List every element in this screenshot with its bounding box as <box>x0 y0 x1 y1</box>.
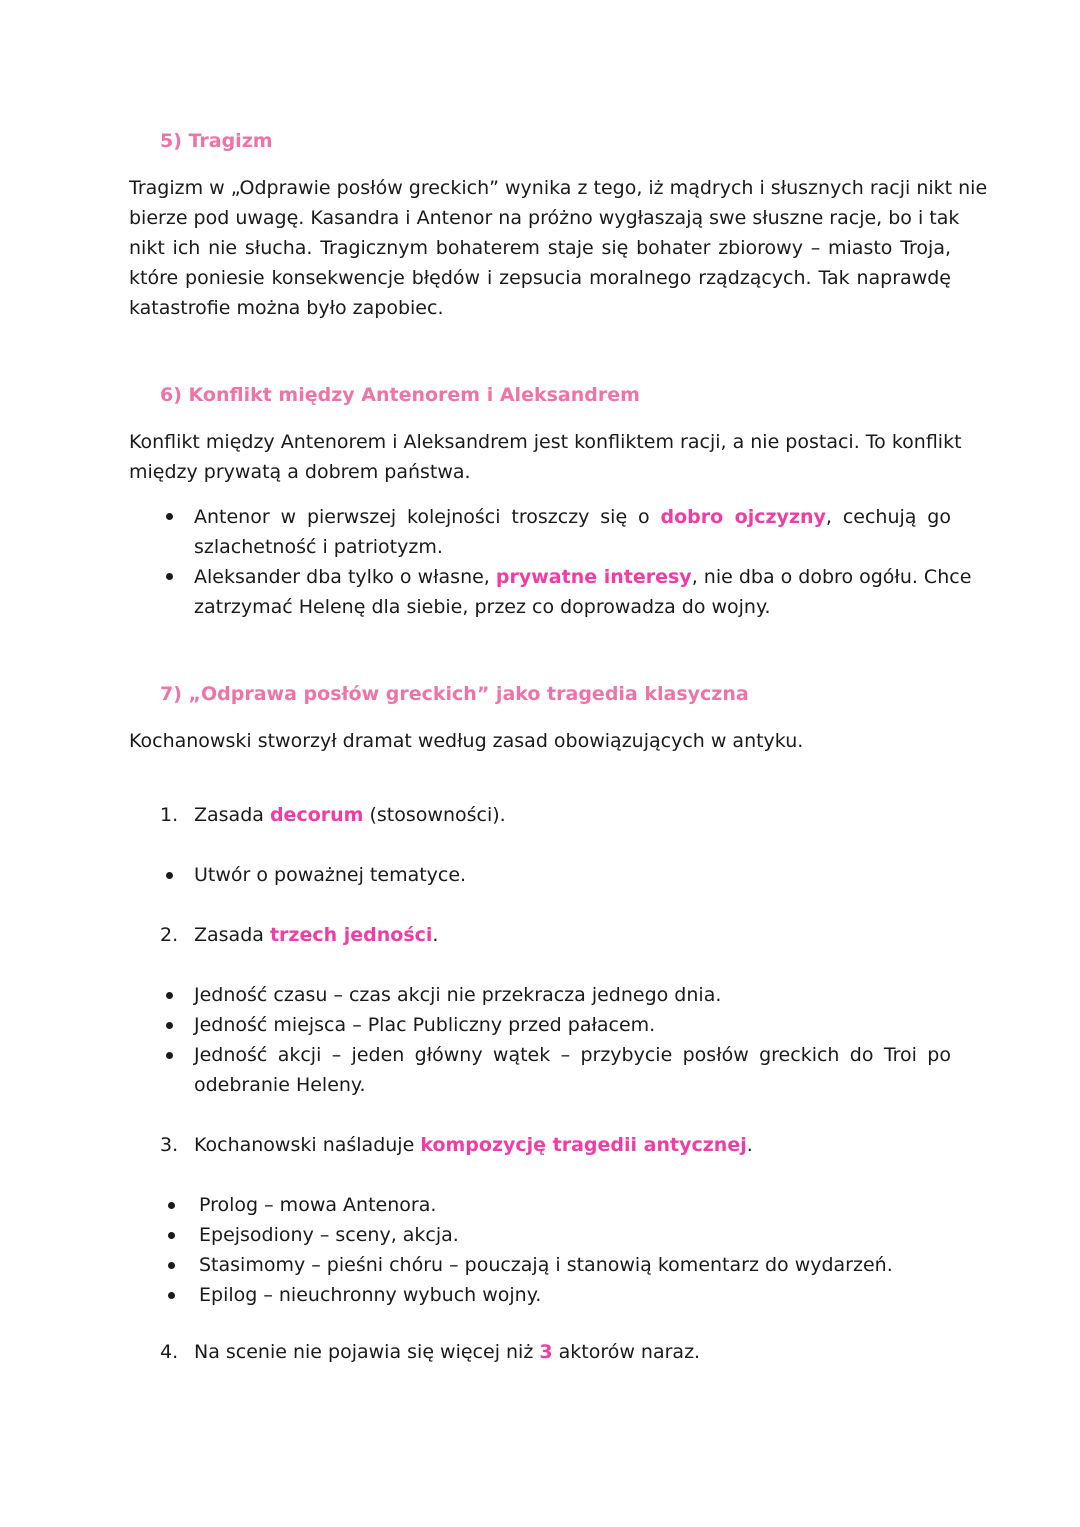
list-item: Utwór o poważnej tematyce. <box>194 864 467 886</box>
item-text: Kochanowski naśladuje <box>194 1134 421 1156</box>
list-item: Prolog – mowa Antenora. <box>199 1194 437 1216</box>
highlight-trzech-jednosci: trzech jedności <box>269 924 433 946</box>
paragraph-konflikt <box>129 427 962 487</box>
list-item-text: , nie dba o dobro ogółu. Chce <box>691 566 972 588</box>
list-item: Epilog – nieuchronny wybuch wojny. <box>199 1284 542 1306</box>
list-item-text: Jedność akcji – jeden główny wątek – przybycie posłów greckich do Troi po <box>194 1044 951 1066</box>
list-number: 1. <box>160 804 179 826</box>
list-number: 3. <box>160 1134 179 1156</box>
bullet-dot <box>166 872 173 879</box>
list-item-text: Antenor w pierwszej kolejności troszczy się o <box>194 506 661 528</box>
item-text: Zasada <box>194 924 270 946</box>
highlight-number-3: 3 <box>539 1341 553 1363</box>
paragraph-line: które poniesie konsekwencje błędów i zepsucia moralnego rządzących. Tak naprawdę <box>129 267 951 289</box>
bullet-dot <box>168 1292 175 1299</box>
list-item: Jedność czasu – czas akcji nie przekracza jednego dnia. <box>194 984 722 1006</box>
item-text: . <box>432 924 439 946</box>
paragraph-line: katastrofie można było zapobiec. <box>129 297 444 319</box>
bullet-dot <box>168 1262 175 1269</box>
paragraph-line: Konflikt między Antenorem i Aleksandrem jest konfliktem racji, a nie postaci. To konflikt <box>129 431 962 453</box>
highlight-prywatne-interesy: prywatne interesy <box>495 566 692 588</box>
paragraph-line: między prywatą a dobrem państwa. <box>129 461 471 483</box>
list-number: 2. <box>160 924 179 946</box>
paragraph-line: nikt ich nie słucha. Tragicznym bohaterem staje się bohater zbiorowy – miasto Troja, <box>129 237 951 259</box>
paragraph-tragizm <box>129 173 988 323</box>
numbered-item-decorum <box>194 800 506 830</box>
bullet-dot <box>168 1232 175 1239</box>
numbered-item-trzech-jednosci <box>194 920 438 950</box>
highlight-kompozycja: kompozycję tragedii antycznej <box>420 1134 747 1156</box>
list-item-aleksander <box>194 562 972 622</box>
list-item-text: , cechują go <box>825 506 951 528</box>
numbered-item-kompozycja <box>194 1130 753 1160</box>
highlight-decorum: decorum <box>269 804 364 826</box>
bullet-dot <box>166 1022 173 1029</box>
item-text: . <box>746 1134 753 1156</box>
highlight-dobro-ojczyzny: dobro ojczyzny <box>660 506 826 528</box>
item-text: aktorów naraz. <box>552 1341 701 1363</box>
list-number: 4. <box>160 1341 179 1363</box>
item-text: Na scenie nie pojawia się więcej niż <box>194 1341 540 1363</box>
list-item-text: szlachetność i patriotyzm. <box>194 536 443 558</box>
list-item-jednosc-akcji <box>194 1040 951 1100</box>
paragraph-line: Tragizm w „Odprawie posłów greckich” wynika z tego, iż mądrych i słusznych racji nikt nie <box>129 177 988 199</box>
bullet-dot <box>166 573 173 580</box>
numbered-item-aktorzy <box>194 1337 700 1367</box>
item-text: (stosowności). <box>363 804 506 826</box>
bullet-dot <box>166 992 173 999</box>
list-item-text: odebranie Heleny. <box>194 1074 366 1096</box>
paragraph-line: bierze pod uwagę. Kasandra i Antenor na próżno wygłaszają swe słuszne racje, bo i tak <box>129 207 960 229</box>
list-item-antenor <box>194 502 951 562</box>
list-item: Epejsodiony – sceny, akcja. <box>199 1224 459 1246</box>
section-heading-konflikt: 6) Konflikt między Antenorem i Aleksandrem <box>160 384 640 406</box>
bullet-dot <box>168 1202 175 1209</box>
list-item: Stasimomy – pieśni chóru – pouczają i stanowią komentarz do wydarzeń. <box>199 1254 893 1276</box>
list-item-text: zatrzymać Helenę dla siebie, przez co doprowadza do wojny. <box>194 596 771 618</box>
item-text: Zasada <box>194 804 270 826</box>
list-item: Jedność miejsca – Plac Publiczny przed pałacem. <box>194 1014 656 1036</box>
list-item-text: Aleksander dba tylko o własne, <box>194 566 496 588</box>
section-heading-tragedia: 7) „Odprawa posłów greckich” jako tragedia klasyczna <box>160 683 749 705</box>
section-heading-tragizm: 5) Tragizm <box>160 130 273 152</box>
bullet-dot <box>166 513 173 520</box>
bullet-dot <box>166 1052 173 1059</box>
paragraph-kochanowski: Kochanowski stworzył dramat według zasad obowiązujących w antyku. <box>129 730 804 752</box>
